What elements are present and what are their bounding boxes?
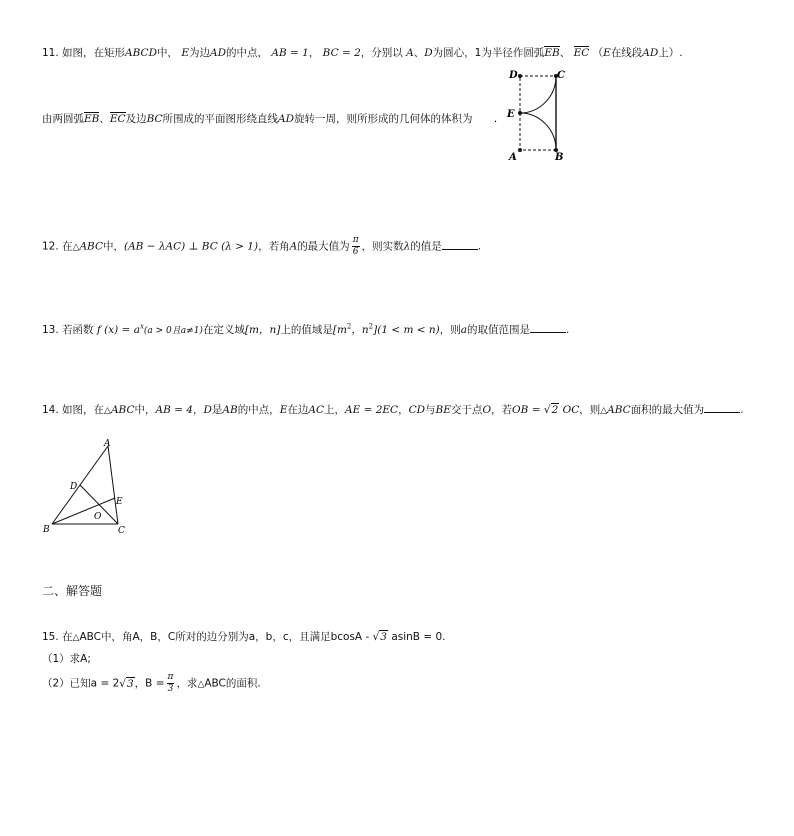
label-c: C: [557, 70, 565, 81]
label-o: O: [94, 512, 102, 522]
sqrt-2: √2: [543, 404, 559, 416]
q15-number: 15.: [42, 631, 59, 643]
label-d: D: [70, 482, 78, 492]
label-c: C: [118, 526, 125, 536]
segment-ac: [108, 446, 118, 524]
q11-line1: 11. 如图，在矩形ABCD中， E为边AD的中点， AB = 1， BC = 2，分别以 A、D为圆心，1为半径作圆弧EB、 EC （E在线段AD上）.: [42, 47, 683, 59]
q12-line: 12. 在△ABC中，(AB − λAC) ⊥ BC (λ > 1)，若角A的最大值为 $\frac{\pi}{6}$ ，则实数λ的值是 .: [42, 235, 482, 257]
label-b: B: [43, 525, 50, 535]
answer-blank[interactable]: [442, 239, 478, 250]
q11-number: 11.: [42, 47, 59, 59]
label-a: A: [104, 439, 111, 449]
label-e: E: [507, 109, 515, 120]
label-a: A: [509, 152, 517, 163]
arc-ec: [520, 76, 556, 113]
q13-number: 13.: [42, 324, 59, 336]
section-heading: 二、解答题: [42, 584, 103, 598]
q14-line: 14. 如图，在△ABC中，AB = 4，D是AB的中点，E在边AC上，AE = 2EC，CD与BE交于点O，若OB = √2 OC，则△ABC面积的最大值为 .: [42, 404, 744, 416]
fraction-pi-over-3: $\frac{\pi}{3}$: [167, 672, 174, 694]
q11-line2: 由两圆弧EB、EC及边BC所围成的平面图形绕直线AD旋转一周，则所形成的几何体的体积为 .: [42, 113, 498, 125]
q15-part1: （1）求A;: [42, 653, 91, 665]
q12-number: 12.: [42, 240, 59, 253]
q11-figure: [500, 66, 572, 166]
label-e: E: [116, 497, 123, 507]
point-a: [518, 148, 522, 152]
q13-line: 13. 若函数 f $(x) = a^x(a > 0$且a≠1)在定义域[m，n]上的值域是[$m^2$，$n^2](1 < m < n)$，则a的取值范围是 .: [42, 322, 570, 336]
point-d: [518, 74, 522, 78]
answer-blank[interactable]: [704, 402, 740, 413]
q14-number: 14.: [42, 404, 59, 416]
arc-eb: [520, 113, 556, 150]
sqrt-3: √3: [372, 631, 387, 643]
sqrt-3: √3: [119, 677, 134, 690]
label-d: D: [509, 70, 518, 81]
answer-blank[interactable]: [530, 322, 566, 333]
fraction-pi-over-6: $\frac{\pi}{6}$: [352, 235, 359, 257]
point-e: [518, 111, 522, 115]
q15-line1: 15. 在△ABC中，角A，B，C所对的边分别为a，b，c，且满足bcosA - √3 asinB = 0.: [42, 631, 446, 643]
q15-part2: （2）已知a = 2√3，B = $\frac{\pi}{3}$ ，求△ABC的面积.: [42, 672, 261, 694]
label-b: B: [555, 152, 564, 163]
q14-figure: [40, 436, 140, 538]
